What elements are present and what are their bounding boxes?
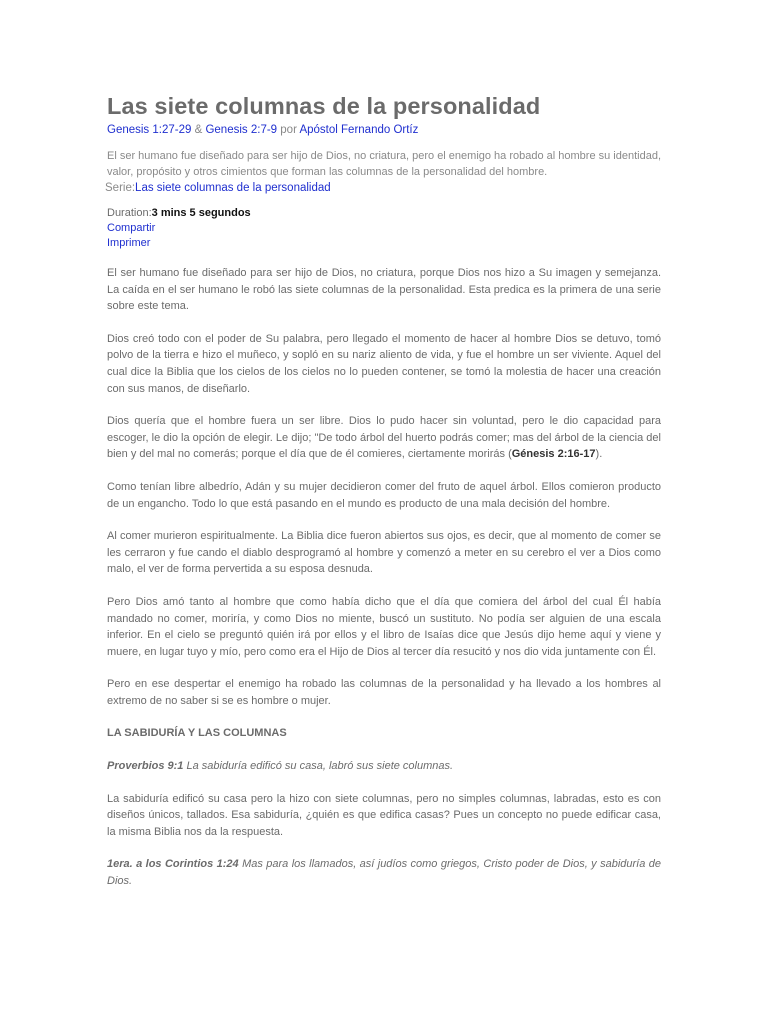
sermon-summary: El ser humano fue diseñado para ser hijo de Dios, no criatura, pero el enemigo ha robado al hombre su identidad, valor, propósito y otros cimientos que forman las columnas de la personalidad del hombre. [107,150,662,178]
verse-proverbios [107,758,661,775]
paragraph-4: Como tenían libre albedrío, Adán y su mujer decidieron comer del fruto de aquel árbol. Ellos comieron producto de un engancho. Todo lo que está pasando en el mundo es producto de una mala decisión del hombre. [107,480,661,510]
scripture-references [107,122,661,138]
series-label: Serie: [105,182,136,194]
verse-corintios-ref: 1era. a los Corintios 1:24 [107,858,239,871]
paragraph-2: Dios creó todo con el poder de Su palabra, pero llegado el momento de hacer al hombre Dios se detuvo, tomó polvo de la tierra e hizo el muñeco, y sopló en su nariz aliento de vida, y fue el hombre un ser viviente. Aquel del cual dice la Biblia que los cielos de los cielos no lo pueden contener, se tomó la molestia de hacer una creación con sus manos, de diseñarlo. [107,332,661,395]
section-heading: LA SABIDURÍA Y LAS COLUMNAS [107,727,287,740]
author-prefix: por [280,124,297,136]
verse-corintios-text: Mas para los llamados, así judíos como griegos, Cristo poder de Dios, y sabiduría de Dios. [107,858,662,888]
paragraph-3-text: Dios quería que el hombre fuera un ser libre. Dios lo pudo hacer sin voluntad, pero le dio capacidad para escoger, le dio la opción de elegir. Le dijo; "De todo árbol del huerto podrás comer; mas del árbol de la ciencia del bien y del mal no comerás; porque el día que de él comieres, ciertamente morirás ( [107,415,661,461]
verse-proverbios-ref: Proverbios 9:1 [107,760,184,773]
verse-corintios [107,856,661,889]
paragraph-7: Pero en ese despertar el enemigo ha robado las columnas de la personalidad y ha llevado a los hombres al extremo de no saber si se es hombre o mujer. [107,678,661,707]
paragraph-1: El ser humano fue diseñado para ser hijo de Dios, no criatura, porque Dios nos hizo a Su imagen y semejanza. La caída en el ser humano le robó las siete columnas de la personalidad. Esta predica es la primera de una serie sobre este tema. [107,267,661,313]
verse-proverbios-text: La sabiduría edificó su casa, labró sus siete columnas. [183,760,454,773]
paragraph-5: Al comer murieron espiritualmente. La Biblia dice fueron abiertos sus ojos, es decir, que al momento de comer se les cerraron y fue cando el diablo desprogramó al hombre y comenzó a meter en su cerebro el ver a Dios como malo, el ver de forma pervertida a su esposa desnuda. [107,530,661,576]
sermon-meta [107,206,661,251]
reference-link-genesis-1[interactable]: Genesis 1:27-29 [107,124,192,136]
paragraph-8: La sabiduría edificó su casa pero la hizo con siete columnas, pero no simples columnas, labradas, esto es con diseños únicos, tallados. Esa sabiduría, ¿quién es que edifica casas? Pues un concepto no puede edificar casa, la misma Biblia nos da la respuesta. [107,792,661,838]
reference-link-genesis-2[interactable]: Genesis 2:7-9 [205,124,278,136]
print-link[interactable]: Imprimer [107,237,151,249]
sermon-body [107,265,661,890]
author-link[interactable]: Apóstol Fernando Ortíz [299,124,419,136]
duration-label: Duration: [107,207,152,219]
document-content [107,92,661,890]
genesis-reference: Génesis 2:16-17 [511,448,596,461]
ampersand: & [194,124,203,136]
paragraph-6: Pero Dios amó tanto al hombre que como había dicho que el día que comiera del árbol del cual Él había mandado no comer, moriría, y como Dios no miente, buscó un sustituto. No podía ser alguien de una escala inferior. En el cielo se preguntó quién irá por ellos y el libro de Isaías dice que Jesús dijo heme aquí y viene y muere, en lugar tuyo y mío, pero como era el Hijo de Dios al tercer día resucitó y nos dio vida juntamente con Él. [107,595,661,658]
paragraph-3 [107,413,661,463]
share-link[interactable]: Compartir [107,222,156,234]
duration-value: 3 mins 5 segundos [151,207,251,219]
series-link[interactable]: Las siete columnas de la personalidad [135,182,331,194]
duration [107,206,661,221]
page-title: Las siete columnas de la personalidad [107,93,541,119]
series-line [105,180,661,196]
paragraph-3-end: ). [595,448,603,461]
